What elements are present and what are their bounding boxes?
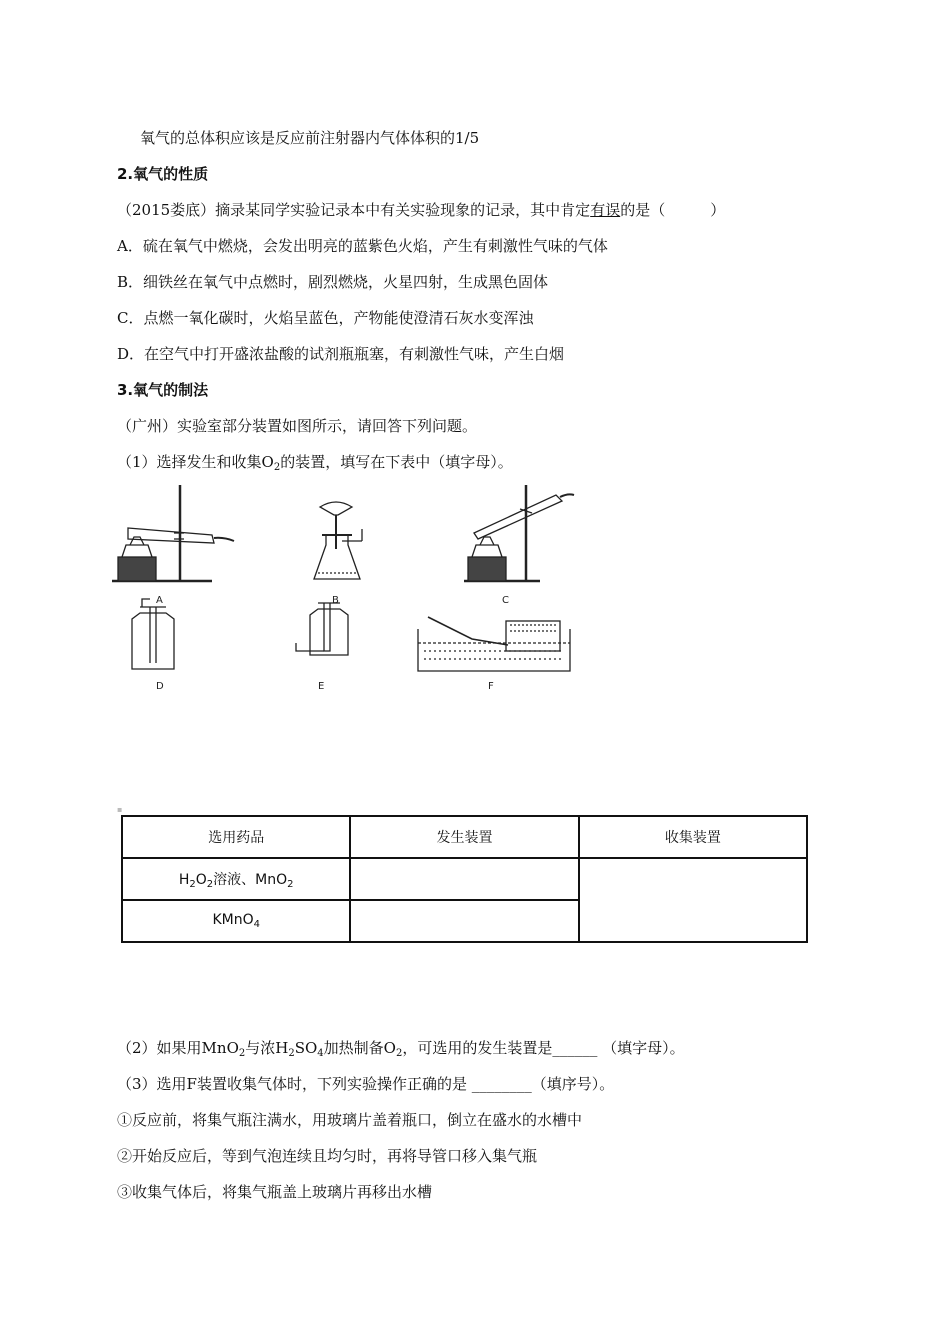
question-suffix: 的是（ ） [620,201,726,219]
apparatus-e-diagram [296,603,348,655]
label-b: B [332,595,339,606]
apparatus-b-diagram [314,502,362,579]
label-d: D [156,681,164,692]
stray-mark: ▪ [117,805,123,814]
step-2: ②开始反应后，等到气泡连续且均匀时，再将导管口移入集气瓶 [117,1147,538,1165]
row1-generator-cell[interactable] [350,858,578,900]
question-prefix: （2015娄底）摘录某同学实验记录本中有关实验现象的记录，其中肯定 [117,201,591,219]
q2-sub-1: 2 [238,1048,246,1059]
q1-text-b: 的装置，填写在下表中（填字母）。 [280,453,513,471]
option-a: A．硫在氧气中燃烧，会发出明亮的蓝紫色火焰，产生有刺激性气味的气体 [117,237,608,255]
q1-subscript: 2 [273,462,281,473]
question-3: （3）选用F装置收集气体时，下列实验操作正确的是 ________（填序号）。 [117,1075,615,1093]
q2-sub-2: 2 [288,1048,295,1059]
label-c: C [502,595,509,606]
q2-text-1: （2）如果用MnO [117,1039,239,1057]
section3-intro: （广州）实验室部分装置如图所示，请回答下列问题。 [117,417,478,435]
option-d: D．在空气中打开盛浓盐酸的试剂瓶瓶塞，有刺激性气味，产生白烟 [117,345,565,363]
option-b: B．细铁丝在氧气中点燃时，剧烈燃烧，火星四射，生成黑色固体 [117,273,549,291]
step-1: ①反应前，将集气瓶注满水，用玻璃片盖着瓶口，倒立在盛水的水槽中 [117,1111,583,1129]
row2-drug: KMnO$_4$ [122,900,350,942]
apparatus-d-diagram [132,599,174,669]
table-row [122,858,807,900]
label-f: F [488,681,494,692]
header-generator: 发生装置 [350,816,578,858]
answer-table [121,815,808,943]
apparatus-figure [112,483,612,705]
question-1 [117,452,513,478]
step-3: ③收集气体后，将集气瓶盖上玻璃片再移出水槽 [117,1183,433,1201]
q2-text-3: SO [294,1039,318,1057]
apparatus-a-diagram [112,485,234,581]
question-emphasis: 有误 [590,201,621,219]
q2-sub-4: 2 [395,1048,403,1059]
q1-text-a: （1）选择发生和收集O [117,453,274,471]
apparatus-c-diagram [464,485,574,581]
header-collector: 收集装置 [579,816,807,858]
table-header-row [122,816,807,858]
collector-cell[interactable] [579,858,807,942]
apparatus-f-diagram [418,617,570,671]
option-c: C．点燃一氧化碳时，火焰呈蓝色，产物能使澄清石灰水变浑浊 [117,309,534,327]
header-drug: 选用药品 [122,816,350,858]
label-a: A [156,595,163,606]
q2-text-4: 加热制备O [323,1039,396,1057]
q2-sub-3: 4 [317,1048,324,1059]
label-e: E [318,681,325,692]
q2-text-5: ，可选用的发生装置是______ （填字母）。 [402,1039,685,1057]
section2-question [117,200,725,220]
intro-line: 氧气的总体积应该是反应前注射器内气体体积的1/5 [140,129,480,147]
row1-drug: $H_2O_2$溶液、MnO$_2$ [122,858,350,900]
q2-text-2: 与浓H [245,1039,289,1057]
section2-heading: 2.氧气的性质 [117,165,209,183]
row2-generator-cell[interactable] [350,900,578,942]
section3-heading: 3.氧气的制法 [117,381,209,399]
question-2 [117,1038,685,1064]
